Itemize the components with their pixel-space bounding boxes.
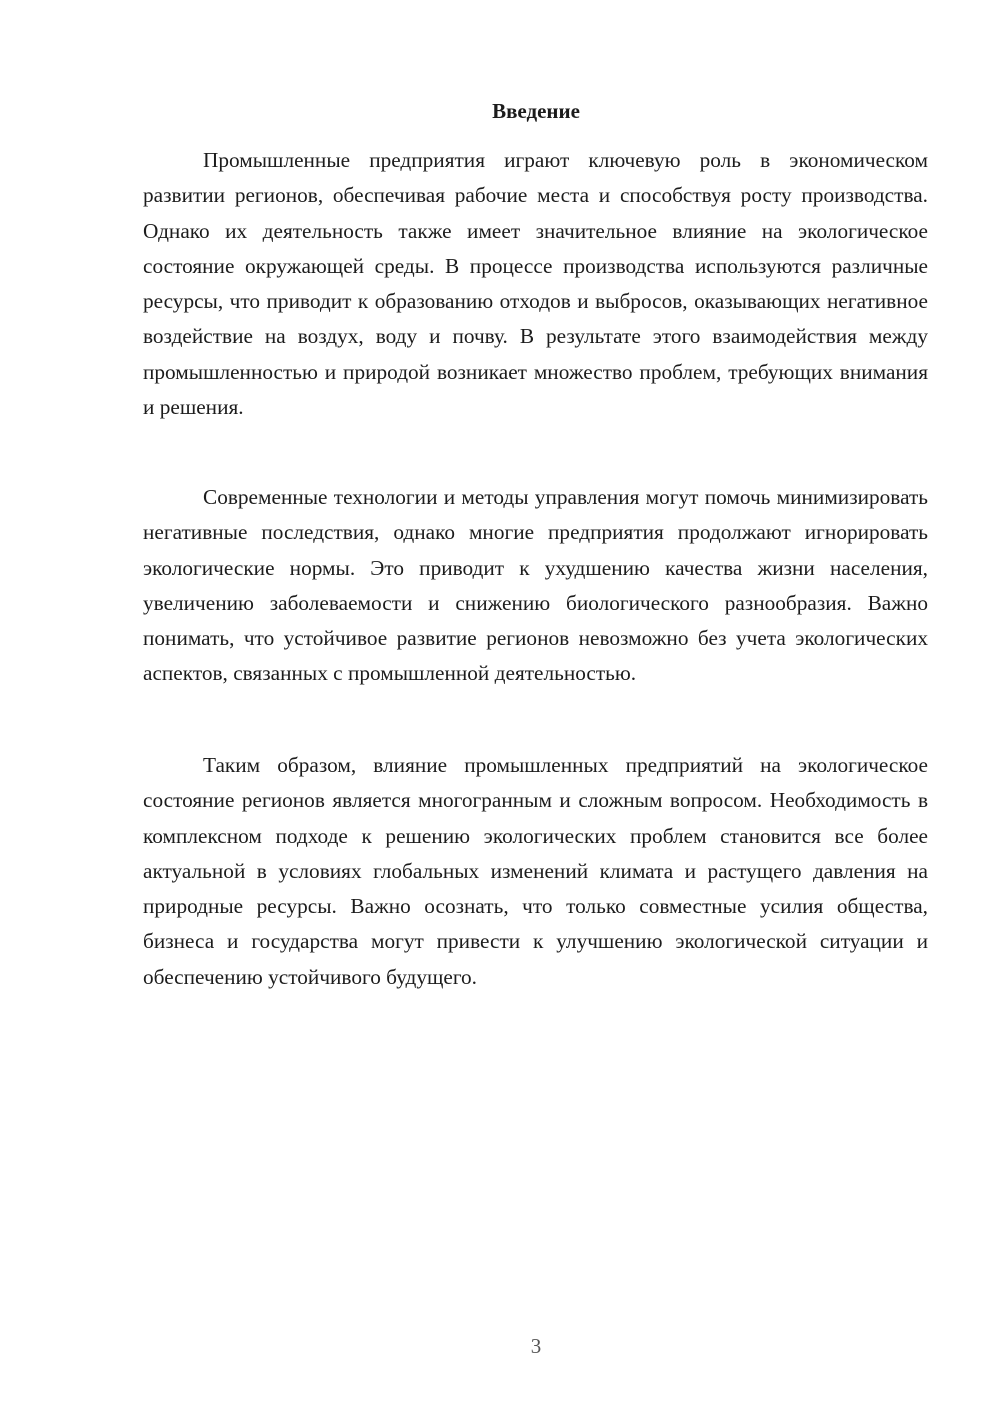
page-title: Введение <box>492 99 580 123</box>
page-number: 3 <box>530 1334 542 1358</box>
paragraph-2: Современные технологии и методы управления могут помочь минимизировать негативные последствия, однако многие предприятия продолжают игнорировать экологические нормы. Это приводит к ухудшению качества жизни населения, увеличению заболеваемости и снижению биологического разнообразия. Важно понимать, что устойчивое развитие регионов невозможно без учета экологических аспектов, связанных с промышленной деятельностью. <box>143 485 928 686</box>
paragraph-3: Таким образом, влияние промышленных предприятий на экологическое состояние регионов является многогранным и сложным вопросом. Необходимость в комплексном подходе к решению экологических проблем становится все более актуальной в условиях глобальных изменений климата и растущего давления на природные ресурсы. Важно осознать, что только совместные усилия общества, бизнеса и государства могут привести к улучшению экологической ситуации и обеспечению устойчивого будущего. <box>143 753 928 989</box>
paragraph-1: Промышленные предприятия играют ключевую роль в экономическом развитии регионов, обеспечивая рабочие места и способствуя росту производства. Однако их деятельность также имеет значительное влияние на экологическое состояние окружающей среды. В процессе производства используются различные ресурсы, что приводит к образованию отходов и выбросов, оказывающих негативное воздействие на воздух, воду и почву. В результате этого взаимодействия между промышленностью и природой возникает множество проблем, требующих внимания и решения. <box>143 148 928 420</box>
